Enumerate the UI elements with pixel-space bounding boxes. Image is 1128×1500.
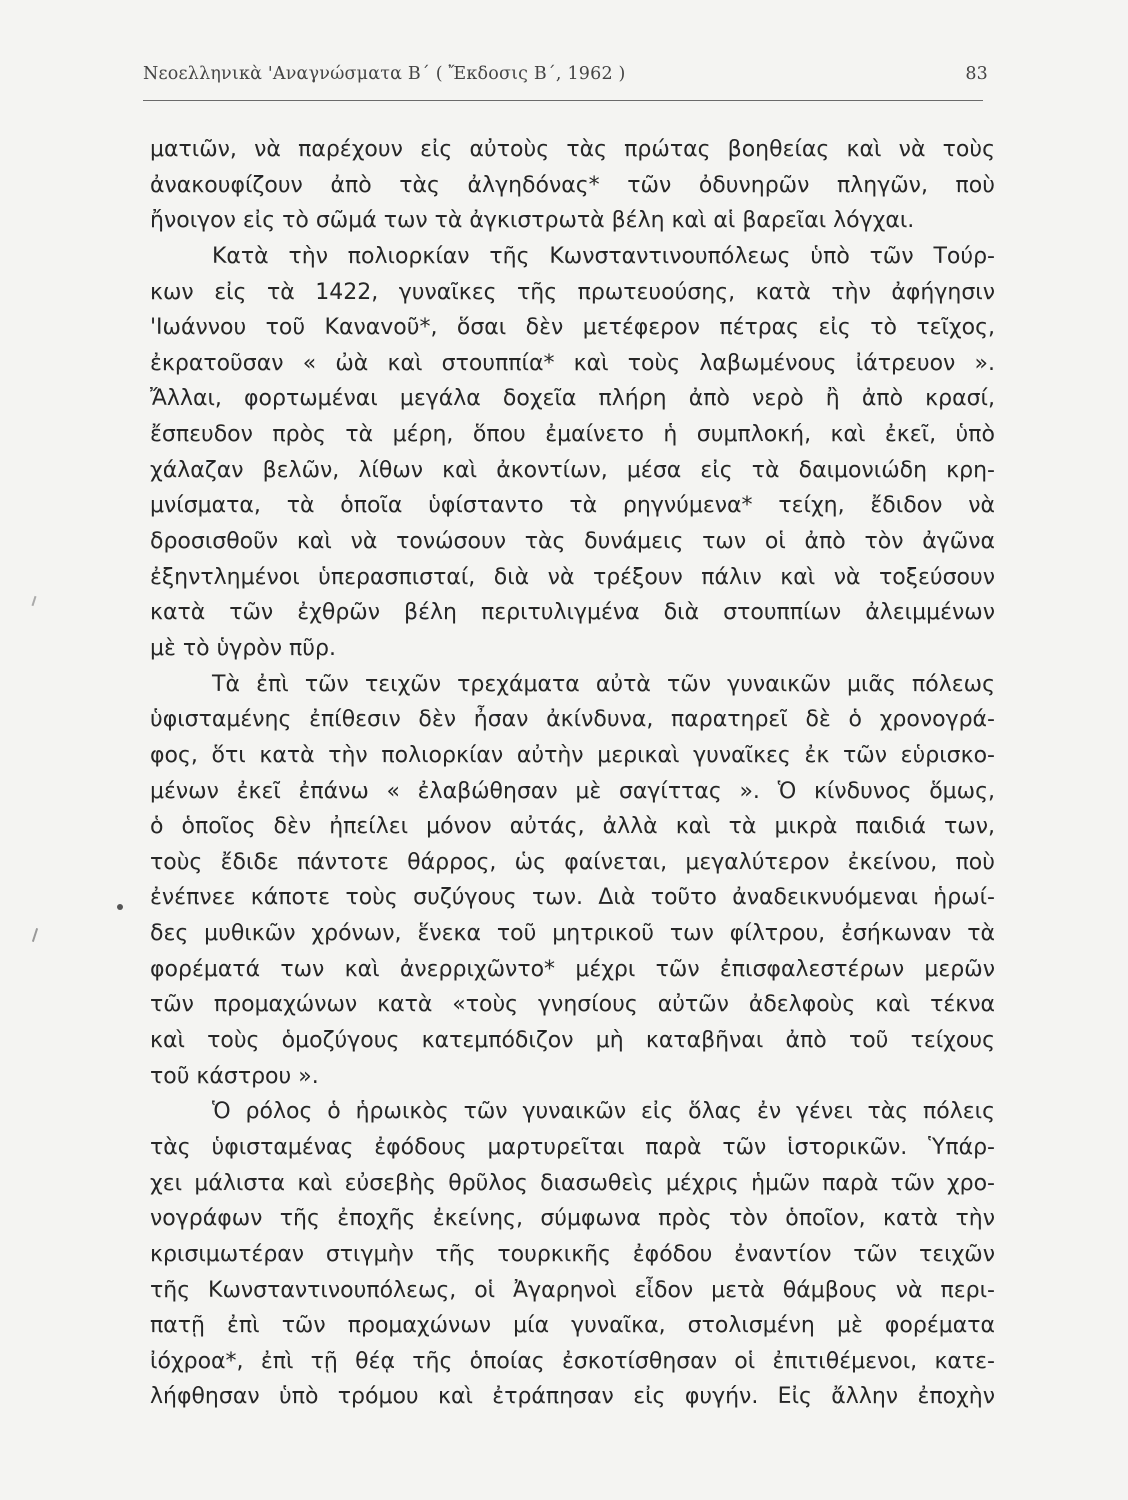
text-line: τοῦ κάστρου ». [150,1063,319,1089]
text-line: ἤνοιγον εἰς τὸ σῶμά των τὰ ἀγκιστρωτὰ βέλη καὶ αἱ βαρεῖαι λόγχαι. [150,208,915,234]
text-line: χει μάλιστα καὶ εὐσεβὴς θρῦλος διασωθεὶς μέχρις ἡμῶν παρὰ τῶν χρο- [150,1170,995,1196]
text-line: ἐξηντλημένοι ὑπερασπισταί, διὰ νὰ τρέξουν πάλιν καὶ νὰ τοξεύσουν [150,564,995,590]
margin-dot [117,904,123,910]
text-line: τοὺς ἔδιδε πάντοτε θάρρος, ὡς φαίνεται, μεγαλύτερον ἐκείνου, ποὺ [150,849,995,875]
text-line: ματιῶν, νὰ παρέχουν εἰς αὐτοὺς τὰς πρώτας βοηθείας καὶ νὰ τοὺς [150,137,995,162]
text-line: ὁ ὁποῖος δὲν ἠπείλει μόνον αὐτάς, ἀλλὰ καὶ τὰ μικρὰ παιδιά των, [150,814,995,840]
text-line: τῶν προμαχώνων κατὰ «τοὺς γνησίους αὐτῶν ἀδελφοὺς καὶ τέκνα [150,992,995,1018]
text-line: μένων ἐκεῖ ἐπάνω « ἐλαβώθησαν μὲ σαγίττας ». Ὁ κίνδυνος ὅμως, [150,778,995,804]
text-line: νογράφων τῆς ἐποχῆς ἐκείνης, σύμφωνα πρὸς τὸν ὁποῖον, κατὰ τὴν [150,1206,995,1232]
text-line: καὶ τοὺς ὁμοζύγους κατεμπόδιζον μὴ καταβῆναι ἀπὸ τοῦ τείχους [150,1028,995,1054]
text-line: Ὁ ρόλος ὁ ἡρωικὸς τῶν γυναικῶν εἰς ὅλας ἐν γένει τὰς πόλεις [212,1099,995,1125]
running-header [143,64,988,96]
text-line: ὑφισταμένης ἐπίθεσιν δὲν ἦσαν ἀκίνδυνα, παρατηρεῖ δὲ ὁ χρονογρά- [150,707,995,733]
text-line: 'Ιωάννου τοῦ Καναvοῦ*, ὅσαι δὲν μετέφερον πέτρας εἰς τὸ τεῖχος, [150,315,995,341]
text-line: τῆς Κωνσταντινουπόλεως, οἱ Ἀγαρηνοὶ εἶδον μετὰ θάμβους νὰ περι- [150,1277,995,1303]
text-line: Κατὰ τὴν πολιορκίαν τῆς Κωνσταντινουπόλεως ὑπὸ τῶν Τούρ- [212,243,995,269]
text-line: χάλαζαν βελῶν, λίθων καὶ ἀκοντίων, μέσα εἰς τὰ δαιμονιώδη κρη- [150,457,995,483]
header-rule [143,100,983,101]
margin-mark [32,596,37,606]
text-line: τὰς ὑφισταμένας ἐφόδους μαρτυρεῖται παρὰ τῶν ἱστορικῶν. Ὑπάρ- [150,1134,995,1160]
text-line: δες μυθικῶν χρόνων, ἕνεκα τοῦ μητρικοῦ των φίλτρου, ἐσήκωναν τὰ [150,921,995,947]
text-line: πατῇ ἐπὶ τῶν προμαχώνων μία γυναῖκα, στολισμένη μὲ φορέματα [150,1313,995,1339]
text-line: μὲ τὸ ὑγρὸν πῦρ. [150,635,336,661]
text-line: δροσισθοῦν καὶ νὰ τονώσουν τὰς δυνάμεις των οἱ ἀπὸ τὸν ἀγῶνα [150,529,995,555]
text-line: κρισιμωτέραν στιγμὴν τῆς τουρκικῆς ἐφόδου ἐναντίον τῶν τειχῶν [150,1241,995,1267]
header-title: Νεοελληνικὰ 'Αναγνώσματα Β΄ ( Ἔκδοσις Β΄, 1962 ) [143,64,626,84]
text-line: ἐνέπνεε κάποτε τοὺς συζύγους των. Διὰ τοῦτο ἀναδεικνυόμεναι ἡρωί- [150,885,995,911]
text-line: Ἄλλαι, φορτωμέναι μεγάλα δοχεῖα πλήρη ἀπὸ νερὸ ἢ ἀπὸ κρασί, [150,386,995,412]
text-line: ἔσπευδον πρὸς τὰ μέρη, ὅπου ἐμαίνετο ἡ συμπλοκή, καὶ ἐκεῖ, ὑπὸ [150,422,995,448]
margin-mark [32,928,38,942]
text-line: κατὰ τῶν ἐχθρῶν βέλη περιτυλιγμένα διὰ στουππίων ἀλειμμένων [150,600,995,626]
text-line: κων εἰς τὰ 1422, γυναῖκες τῆς πρωτευούσης, κατὰ τὴν ἀφήγησιν [150,279,995,305]
text-line: φος, ὅτι κατὰ τὴν πολιορκίαν αὐτὴν μερικαὶ γυναῖκες ἐκ τῶν εὑρισκο- [150,742,995,768]
text-line: φορέματά των καὶ ἀνερριχῶντο* μέχρι τῶν ἐπισφαλεστέρων μερῶν [150,956,995,982]
text-line: ἰόχροα*, ἐπὶ τῇ θέᾳ τῆς ὁποίας ἐσκοτίσθησαν οἱ ἐπιτιθέμενοι, κατε- [150,1348,995,1374]
body-text [150,132,995,1415]
text-line: Τὰ ἐπὶ τῶν τειχῶν τρεχάματα αὐτὰ τῶν γυναικῶν μιᾶς πόλεως [212,671,995,697]
text-line: μνίσματα, τὰ ὁποῖα ὑφίσταντο τὰ ρηγνύμενα* τείχη, ἔδιδον νὰ [150,493,995,519]
page-number: 83 [965,64,988,84]
text-line: ἀνακουφίζουν ἀπὸ τὰς ἀλγηδόνας* τῶν ὀδυνηρῶν πληγῶν, ποὺ [150,172,995,198]
text-line: λήφθησαν ὑπὸ τρόμου καὶ ἐτράπησαν εἰς φυγήν. Εἰς ἄλλην ἐποχὴν [150,1384,995,1410]
text-line: ἐκρατοῦσαν « ὠὰ καὶ στουππία* καὶ τοὺς λαβωμένους ἰάτρευον ». [150,350,995,376]
